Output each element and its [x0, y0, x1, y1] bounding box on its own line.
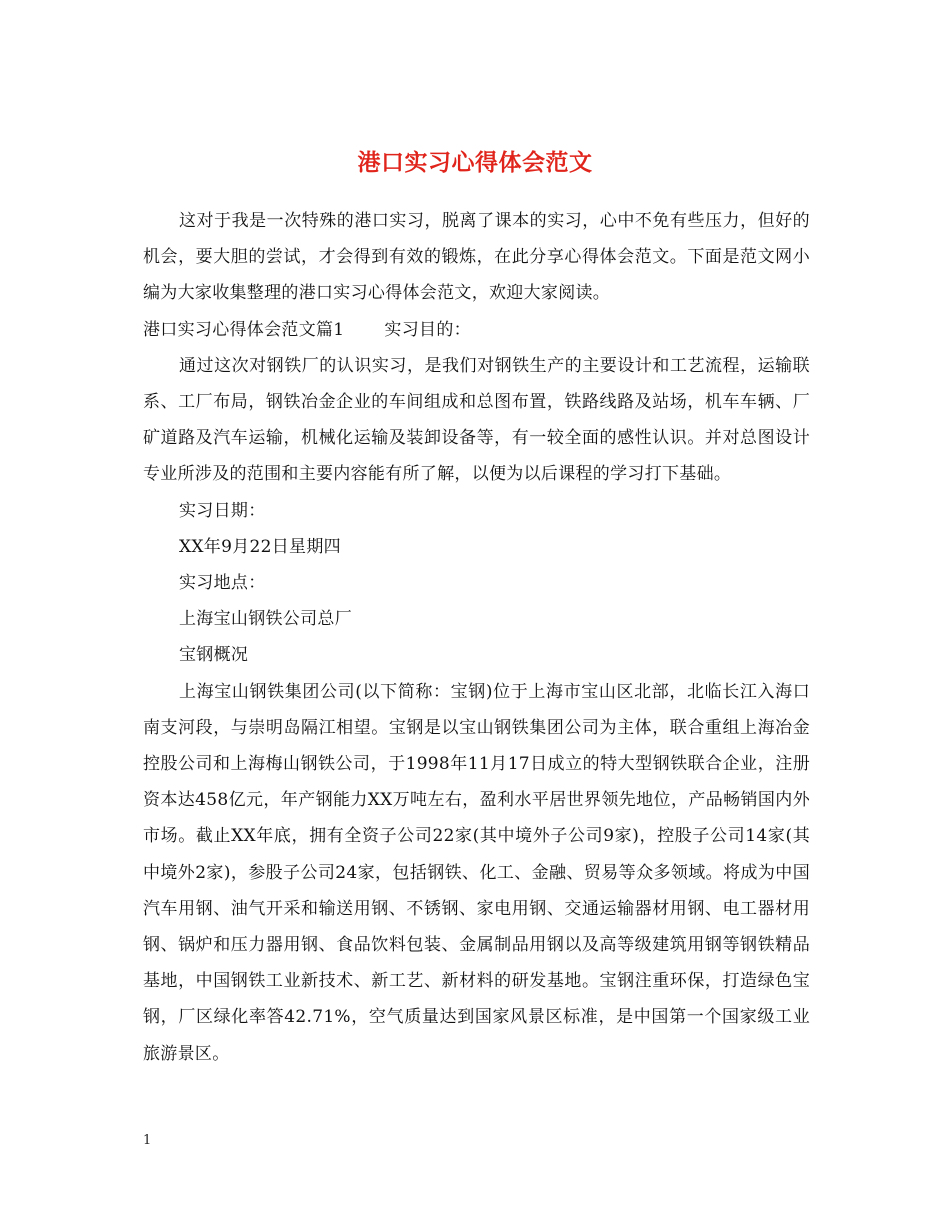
overview-heading: 宝钢概况	[179, 645, 249, 666]
intro-paragraph: 这对于我是一次特殊的港口实习，脱离了课本的实习，心中不免有些压力，但好的机会，要大胆的尝试，才会得到有效的锻炼，在此分享心得体会范文。下面是范文网小编为大家收集整理的港口实习心得体会范文，欢迎大家阅读。	[143, 211, 810, 304]
purpose-paragraph: 通过这次对钢铁厂的认识实习，是我们对钢铁生产的主要设计和工艺流程，运输联系、工厂布局，钢铁冶金企业的车间组成和总图布置，铁路线路及站场，机车车辆、厂矿道路及汽车运输，机械化运输及装卸设备等，有一较全面的感性认识。并对总图设计专业所涉及的范围和主要内容能有所了解，以便为以后课程的学习打下基础。	[143, 355, 810, 485]
section-heading: 港口实习心得体会范文篇1	[143, 319, 345, 340]
location-value: 上海宝山钢铁公司总厂	[179, 609, 352, 630]
date-label: 实习日期：	[179, 500, 266, 521]
date-value: XX年9月22日星期四	[179, 536, 341, 557]
location-label: 实习地点：	[179, 573, 266, 594]
document-title: 港口实习心得体会范文	[357, 149, 593, 177]
purpose-label: 实习目的：	[384, 319, 471, 340]
overview-paragraph: 上海宝山钢铁集团公司(以下简称：宝钢)位于上海市宝山区北部，北临长江入海口南支河段，与崇明岛隔江相望。宝钢是以宝山钢铁集团公司为主体，联合重组上海冶金控股公司和上海梅山钢铁公司，于1998年11月17日成立的特大型钢铁联合企业，注册资本达458亿元，年产钢能力XX万吨左右，盈利水平居世界领先地位，产品畅销国内外市场。截止XX年底，拥有全资子公司22家(其中境外子公司9家)，控股子公司14家(其中境外2家)，参股子公司24家，包括钢铁、化工、金融、贸易等众多领域。将成为中国汽车用钢、油气开采和输送用钢、不锈钢、家电用钢、交通运输器材用钢、电工器材用钢、锅炉和压力器用钢、食品饮料包装、金属制品用钢以及高等级建筑用钢等钢铁精品基地，中国钢铁工业新技术、新工艺、新材料的研发基地。宝钢注重环保，打造绿色宝钢，厂区绿化率答42.71%，空气质量达到国家风景区标准，是中国第一个国家级工业旅游景区。	[143, 681, 810, 1064]
section-heading-line	[143, 312, 810, 348]
page-number: 1	[143, 1133, 152, 1148]
document-body	[143, 203, 810, 1072]
